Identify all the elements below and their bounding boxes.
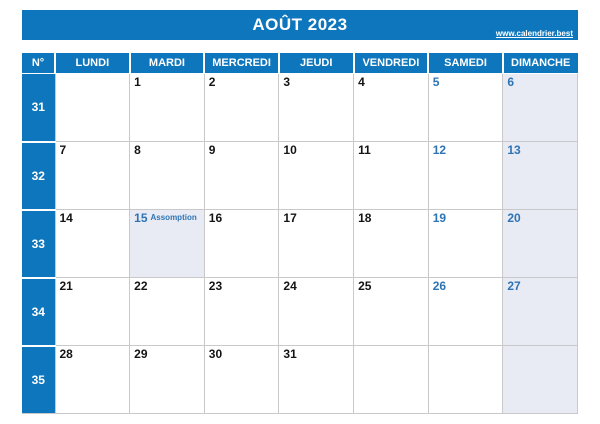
day-header-lundi: LUNDI (55, 53, 130, 74)
day-cell: 8 (130, 142, 205, 210)
day-cell-sunday: 27 (503, 278, 578, 346)
day-header-mardi: MARDI (130, 53, 205, 74)
day-header-mercredi: MERCREDI (204, 53, 279, 74)
day-cell: 14 (55, 210, 130, 278)
day-cell: 10 (279, 142, 354, 210)
week-row-34 (22, 278, 578, 346)
day-cell (55, 74, 130, 142)
day-cell-saturday: 19 (428, 210, 503, 278)
day-cell: 18 (354, 210, 429, 278)
day-cell: 1 (130, 74, 205, 142)
month-title: AOÛT 2023 (252, 15, 348, 34)
day-header-jeudi: JEUDI (279, 53, 354, 74)
website-link[interactable]: www.calendrier.best (495, 29, 573, 38)
header-row (22, 53, 578, 74)
day-header-vendredi: VENDREDI (354, 53, 429, 74)
day-cell-saturday (428, 346, 503, 414)
month-banner (22, 10, 578, 40)
week-number: 35 (22, 346, 55, 414)
day-cell-saturday: 12 (428, 142, 503, 210)
day-cell: 31 (279, 346, 354, 414)
week-col-header: N° (22, 53, 55, 74)
day-cell: 7 (55, 142, 130, 210)
holiday-label: Assomption (150, 213, 197, 222)
day-cell (354, 346, 429, 414)
day-header-dimanche: DIMANCHE (503, 53, 578, 74)
day-cell: 11 (354, 142, 429, 210)
week-row-32 (22, 142, 578, 210)
week-number: 34 (22, 278, 55, 346)
day-cell: 16 (204, 210, 279, 278)
calendar-table (22, 53, 578, 414)
day-cell-sunday: 20 (503, 210, 578, 278)
day-cell: 22 (130, 278, 205, 346)
day-cell-holiday-assomption: 15 Assomption (130, 210, 205, 278)
day-cell: 2 (204, 74, 279, 142)
week-row-31 (22, 74, 578, 142)
day-cell: 29 (130, 346, 205, 414)
day-cell: 28 (55, 346, 130, 414)
day-cell: 17 (279, 210, 354, 278)
day-cell-saturday: 5 (428, 74, 503, 142)
week-number: 33 (22, 210, 55, 278)
day-cell: 23 (204, 278, 279, 346)
week-row-33 (22, 210, 578, 278)
day-cell: 21 (55, 278, 130, 346)
day-cell-saturday: 26 (428, 278, 503, 346)
day-cell-sunday: 13 (503, 142, 578, 210)
day-cell: 30 (204, 346, 279, 414)
day-cell: 24 (279, 278, 354, 346)
day-cell: 9 (204, 142, 279, 210)
day-cell-sunday: 6 (503, 74, 578, 142)
day-cell: 4 (354, 74, 429, 142)
week-number: 31 (22, 74, 55, 142)
day-cell: 25 (354, 278, 429, 346)
week-row-35 (22, 346, 578, 414)
day-cell-sunday (503, 346, 578, 414)
week-number: 32 (22, 142, 55, 210)
day-header-samedi: SAMEDI (428, 53, 503, 74)
day-cell: 3 (279, 74, 354, 142)
